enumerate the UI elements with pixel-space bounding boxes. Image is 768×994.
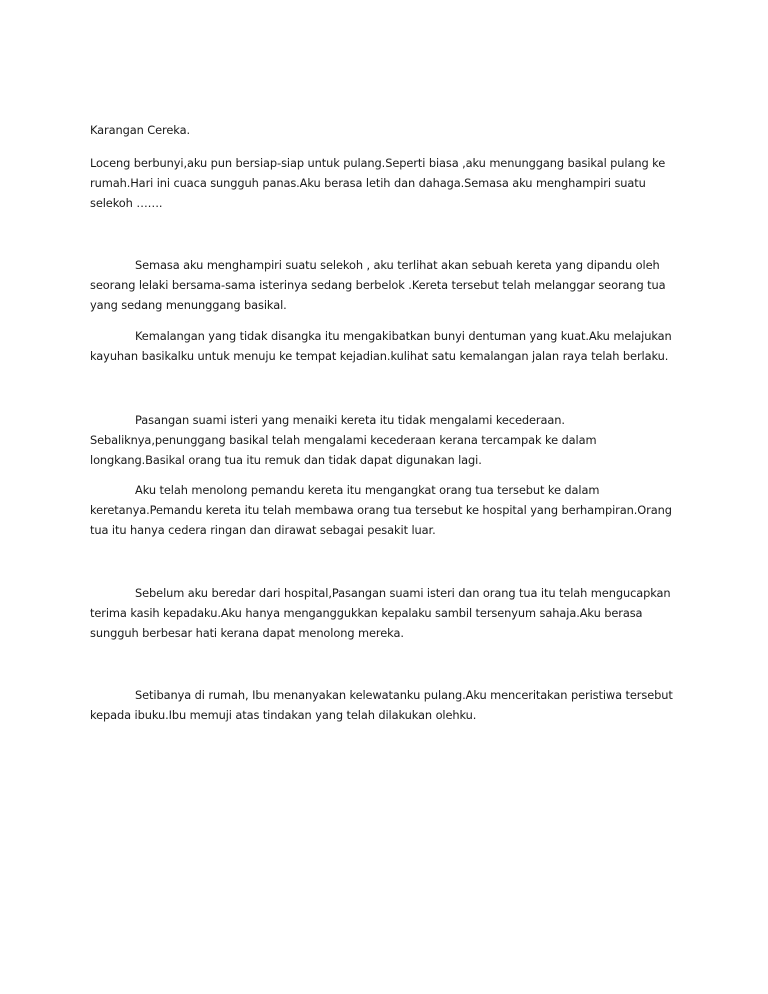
paragraph-1: Loceng berbunyi,aku pun bersiap-siap untuk pulang.Seperti biasa ,aku menunggang basikal pulang ke rumah.Hari ini cuaca sungguh panas.Aku berasa letih dan dahaga.Semasa aku menghampiri suatu selekoh …….	[90, 156, 666, 211]
paragraph-5: Aku telah menolong pemandu kereta itu mengangkat orang tua tersebut ke dalam keretanya.Pemandu kereta itu telah membawa orang tua tersebut ke hospital yang berhampiran.Orang tua itu hanya cedera ringan dan dirawat sebagai pesakit luar.	[90, 483, 672, 538]
paragraph-6: Sebelum aku beredar dari hospital,Pasangan suami isteri dan orang tua itu telah mengucapkan terima kasih kepadaku.Aku hanya menganggukkan kepalaku sambil tersenyum sahaja.Aku berasa sungguh berbesar hati kerana dapat menolong mereka.	[90, 586, 671, 641]
paragraph-2: Semasa aku menghampiri suatu selekoh , aku terlihat akan sebuah kereta yang dipandu oleh seorang lelaki bersama-sama isterinya sedang berbelok .Kereta tersebut telah melanggar seorang tua yang sedang menunggang basikal.	[90, 258, 666, 313]
paragraph-7: Setibanya di rumah, Ibu menanyakan kelewatanku pulang.Aku menceritakan peristiwa tersebut kepada ibuku.Ibu memuji atas tindakan yang telah dilakukan olehku.	[90, 688, 673, 723]
paragraph-4: Pasangan suami isteri yang menaiki kereta itu tidak mengalami kecederaan. Sebaliknya,penunggang basikal telah mengalami kecederaan kerana tercampak ke dalam longkang.Basikal orang tua itu remuk dan tidak dapat digunakan lagi.	[90, 413, 597, 468]
paragraph-3: Kemalangan yang tidak disangka itu mengakibatkan bunyi dentuman yang kuat.Aku melajukan kayuhan basikalku untuk menuju ke tempat kejadian.kulihat satu kemalangan jalan raya telah berlaku.	[90, 329, 672, 364]
document-title: Karangan Cereka.	[90, 123, 190, 137]
